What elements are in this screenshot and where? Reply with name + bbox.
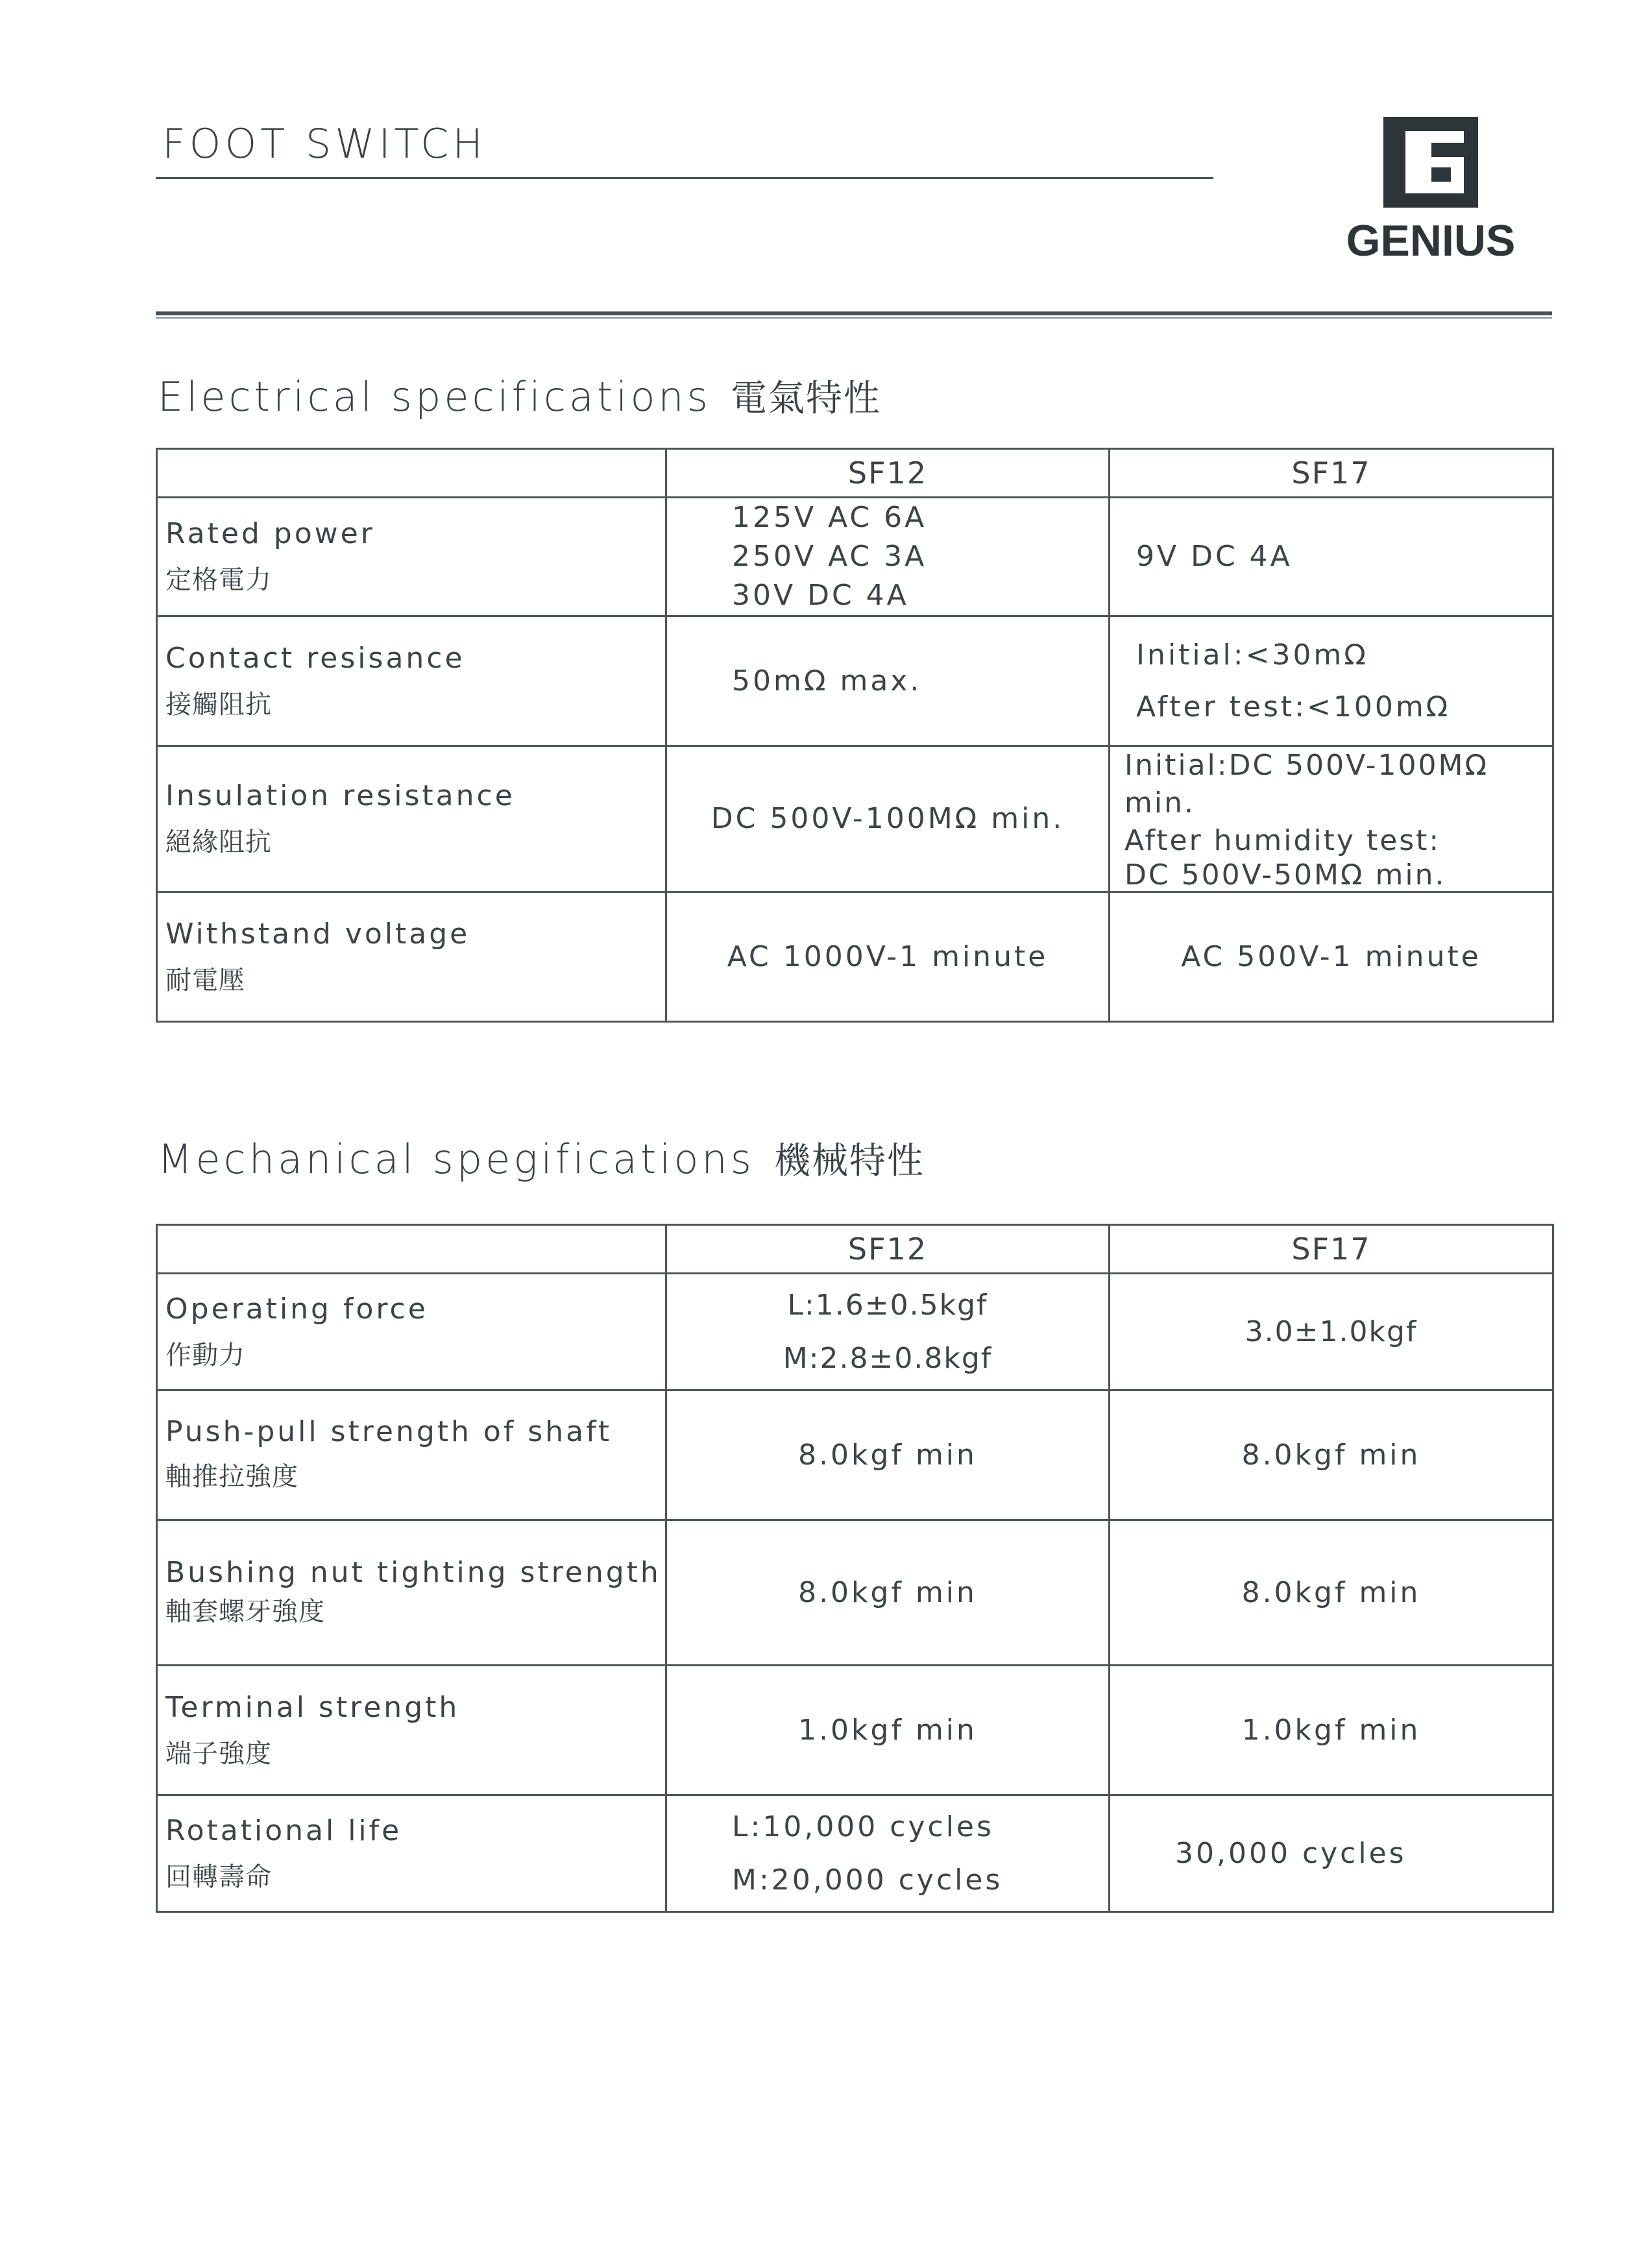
label-en: Insulation resistance	[165, 779, 515, 812]
sf12-value	[666, 616, 1110, 746]
sf12-value	[666, 1666, 1110, 1795]
sf12-value	[666, 746, 1110, 892]
header-cell-sf12: SF12	[666, 449, 1110, 498]
label-zh: 軸推拉強度	[165, 1462, 298, 1492]
header-divider-thin	[156, 317, 1552, 319]
table-row	[157, 1795, 1553, 1912]
label-en: Contact resisance	[165, 641, 465, 675]
value-line: DC 500V-50MΩ min.	[1124, 858, 1446, 892]
document-title: FOOT SWITCH	[162, 120, 487, 167]
table-row	[157, 616, 1553, 746]
sf17-value	[1110, 1390, 1553, 1520]
genius-logo-icon	[1383, 117, 1478, 208]
label-en: Terminal strength	[165, 1690, 460, 1724]
value-line: 250V AC 3A	[732, 540, 927, 573]
label-en: Withstand voltage	[165, 917, 470, 951]
mechanical-section-title	[158, 1132, 925, 1184]
value-line: AC 500V-1 minute	[1181, 940, 1481, 973]
value-line: 8.0kgf min	[798, 1575, 977, 1609]
mechanical-title-en: Mechanical spegifications	[158, 1135, 755, 1183]
value-line: After humidity test:	[1124, 824, 1441, 857]
header-cell-empty	[157, 1225, 666, 1274]
value-line: After test:<100mΩ	[1136, 690, 1451, 723]
header-cell-empty	[157, 449, 666, 498]
row-label	[157, 1795, 666, 1912]
electrical-title-en: Electrical specifications	[158, 373, 711, 420]
brand-logo	[1337, 110, 1525, 273]
sf17-value	[1110, 1520, 1553, 1666]
value-line: L:10,000 cycles	[732, 1810, 994, 1843]
row-label	[157, 1274, 666, 1390]
value-line: M:20,000 cycles	[732, 1863, 1003, 1897]
header-divider	[156, 311, 1552, 315]
sf12-value	[666, 892, 1110, 1022]
label-en: Rated power	[165, 517, 375, 550]
value-line: 30V DC 4A	[732, 579, 909, 612]
sf12-value	[666, 1795, 1110, 1912]
row-label	[157, 1666, 666, 1795]
label-en: Rotational life	[165, 1814, 402, 1847]
electrical-section-title	[158, 370, 881, 422]
table-row	[157, 1390, 1553, 1520]
value-line: 30,000 cycles	[1175, 1836, 1407, 1870]
label-zh: 端子強度	[165, 1738, 272, 1769]
label-zh: 作動力	[165, 1340, 245, 1370]
electrical-title-zh: 電氣特性	[731, 378, 881, 420]
value-line: DC 500V-100MΩ min.	[711, 802, 1065, 835]
value-line: 1.0kgf min	[1241, 1713, 1421, 1747]
sf12-value	[666, 498, 1110, 616]
sf17-value	[1110, 1666, 1553, 1795]
table-header-row	[157, 449, 1553, 498]
row-label	[157, 616, 666, 746]
title-underline	[156, 177, 1213, 179]
value-line: 9V DC 4A	[1136, 540, 1293, 573]
value-line: M:2.8±0.8kgf	[783, 1341, 993, 1375]
value-line: 1.0kgf min	[798, 1713, 977, 1747]
sf12-value	[666, 1520, 1110, 1666]
value-line: 8.0kgf min	[1241, 1438, 1421, 1472]
header-cell-sf12: SF12	[666, 1225, 1110, 1274]
label-zh: 接觸阻抗	[165, 689, 272, 720]
value-line: 50mΩ max.	[732, 664, 922, 698]
sf17-value	[1110, 498, 1553, 616]
table-row	[157, 892, 1553, 1022]
table-row	[157, 1666, 1553, 1795]
sf17-value	[1110, 892, 1553, 1022]
label-en: Operating force	[165, 1292, 428, 1326]
label-zh: 絕緣阻抗	[165, 827, 272, 857]
row-label	[157, 1520, 666, 1666]
row-label	[157, 892, 666, 1022]
value-line: Initial:DC 500V-100MΩ min.	[1124, 749, 1489, 819]
label-zh: 定格電力	[165, 565, 272, 595]
header-cell-sf17: SF17	[1110, 1225, 1553, 1274]
row-label	[157, 746, 666, 892]
value-line: L:1.6±0.5kgf	[787, 1288, 988, 1322]
value-line: 8.0kgf min	[1241, 1575, 1421, 1609]
value-line: AC 1000V-1 minute	[727, 940, 1049, 973]
table-row	[157, 498, 1553, 616]
sf17-value	[1110, 1795, 1553, 1912]
mechanical-spec-table	[156, 1224, 1554, 1913]
label-zh: 回轉壽命	[165, 1862, 272, 1892]
label-zh: 軸套螺牙強度	[165, 1597, 325, 1627]
table-row	[157, 1520, 1553, 1666]
sf17-value	[1110, 616, 1553, 746]
row-label	[157, 1390, 666, 1520]
table-row	[157, 746, 1553, 892]
label-en: Push-pull strength of shaft	[165, 1415, 613, 1448]
label-zh: 耐電壓	[165, 965, 245, 995]
value-line: 125V AC 6A	[732, 501, 927, 534]
electrical-spec-table	[156, 448, 1554, 1023]
value-line: Initial:<30mΩ	[1136, 638, 1368, 672]
mechanical-title-zh: 機械特性	[773, 1140, 925, 1182]
row-label	[157, 498, 666, 616]
table-header-row	[157, 1225, 1553, 1274]
sf12-value	[666, 1274, 1110, 1390]
value-line: 8.0kgf min	[798, 1438, 977, 1472]
label-en: Bushing nut tighting strength	[165, 1556, 661, 1589]
sf17-value	[1110, 1274, 1553, 1390]
brand-name: GENIUS	[1346, 216, 1516, 265]
sf17-value	[1110, 746, 1553, 892]
value-line: 3.0±1.0kgf	[1245, 1315, 1418, 1348]
header-cell-sf17: SF17	[1110, 449, 1553, 498]
sf12-value	[666, 1390, 1110, 1520]
table-row	[157, 1274, 1553, 1390]
